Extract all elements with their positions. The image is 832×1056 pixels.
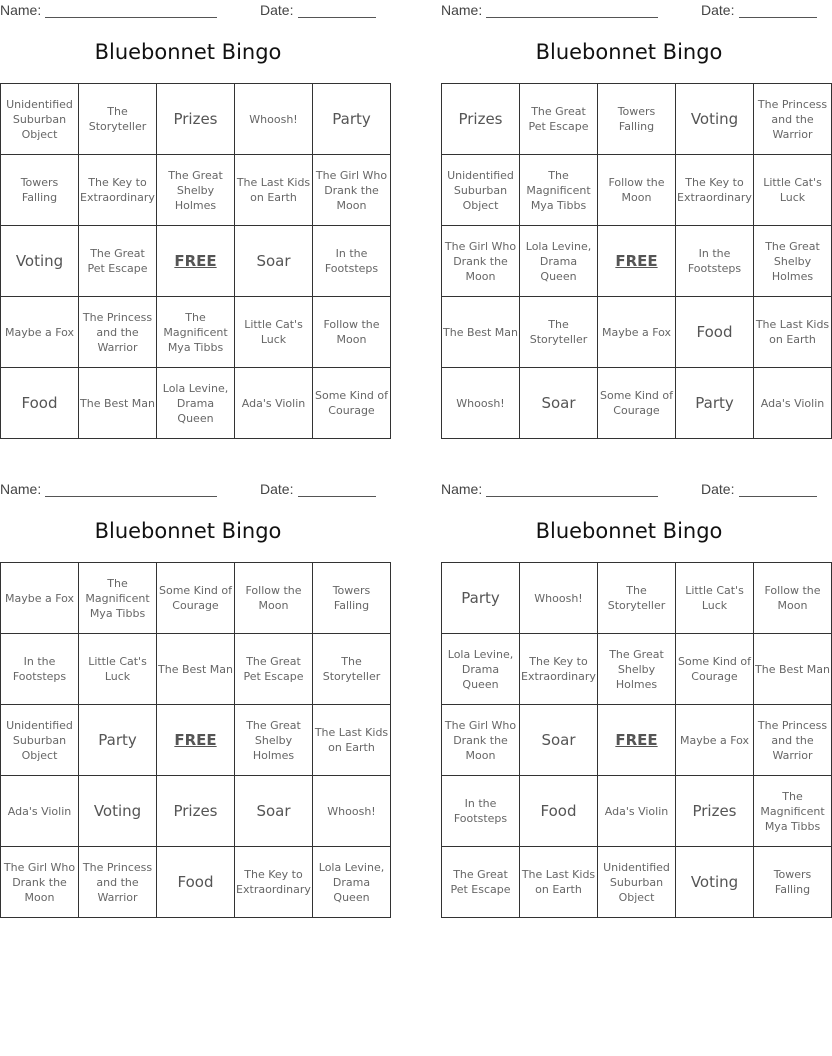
grid-row <box>442 297 832 368</box>
bingo-grid <box>0 83 391 439</box>
grid-row <box>442 847 832 918</box>
bingo-cell: Some Kind of Courage <box>676 634 754 705</box>
card-header <box>441 481 817 499</box>
bingo-cell: Maybe a Fox <box>676 705 754 776</box>
bingo-cell: Party <box>313 84 391 155</box>
name-line <box>486 17 658 18</box>
bingo-cell: Ada's Violin <box>598 776 676 847</box>
bingo-cell: Food <box>520 776 598 847</box>
name-label: Name: <box>441 481 483 497</box>
date-line <box>298 17 376 18</box>
bingo-cell: The Key to Extraordinary <box>520 634 598 705</box>
bingo-cell: The Best Man <box>79 368 157 439</box>
bingo-cell: The Last Kids on Earth <box>754 297 832 368</box>
bingo-cell: Prizes <box>442 84 520 155</box>
date-label: Date: <box>701 481 735 497</box>
bingo-cell: Towers Falling <box>598 84 676 155</box>
bingo-cell: The Storyteller <box>79 84 157 155</box>
grid-row <box>442 634 832 705</box>
bingo-cell: Lola Levine, Drama Queen <box>313 847 391 918</box>
name-line <box>45 17 217 18</box>
bingo-cell: Whoosh! <box>520 563 598 634</box>
bingo-cell: The Last Kids on Earth <box>520 847 598 918</box>
bingo-cell: Follow the Moon <box>754 563 832 634</box>
bingo-cell: Voting <box>79 776 157 847</box>
bingo-cell: Voting <box>676 84 754 155</box>
grid-row <box>1 297 391 368</box>
bingo-cell: The Great Shelby Holmes <box>157 155 235 226</box>
bingo-cell: Follow the Moon <box>235 563 313 634</box>
bingo-cell: Some Kind of Courage <box>598 368 676 439</box>
date-label: Date: <box>260 481 294 497</box>
bingo-cell: Prizes <box>676 776 754 847</box>
free-space-cell: FREE <box>598 705 676 776</box>
bingo-cell: Voting <box>676 847 754 918</box>
bingo-cell: Follow the Moon <box>313 297 391 368</box>
card-title: Bluebonnet Bingo <box>94 40 282 64</box>
bingo-cell: Food <box>157 847 235 918</box>
bingo-cell: Ada's Violin <box>235 368 313 439</box>
date-label: Date: <box>260 2 294 18</box>
bingo-cell: Follow the Moon <box>598 155 676 226</box>
grid-row <box>1 155 391 226</box>
bingo-cell: Lola Levine, Drama Queen <box>157 368 235 439</box>
bingo-cell: The Storyteller <box>313 634 391 705</box>
bingo-cell: The Girl Who Drank the Moon <box>442 226 520 297</box>
bingo-cell: The Great Shelby Holmes <box>754 226 832 297</box>
bingo-cell: Soar <box>235 226 313 297</box>
date-line <box>739 496 817 497</box>
free-space-cell: FREE <box>157 705 235 776</box>
bingo-cell: Ada's Violin <box>1 776 79 847</box>
bingo-cell: Prizes <box>157 84 235 155</box>
grid-row <box>1 84 391 155</box>
bingo-cell: The Princess and the Warrior <box>754 84 832 155</box>
bingo-cell: Some Kind of Courage <box>313 368 391 439</box>
grid-row <box>442 563 832 634</box>
bingo-cell: The Storyteller <box>598 563 676 634</box>
bingo-cell: The Best Man <box>442 297 520 368</box>
bingo-cell: The Princess and the Warrior <box>79 297 157 368</box>
bingo-cell: Lola Levine, Drama Queen <box>520 226 598 297</box>
name-label: Name: <box>441 2 483 18</box>
bingo-cell: Soar <box>235 776 313 847</box>
bingo-grid <box>0 562 391 918</box>
bingo-cell: The Princess and the Warrior <box>754 705 832 776</box>
bingo-cell: The Best Man <box>754 634 832 705</box>
bingo-cell: Towers Falling <box>1 155 79 226</box>
name-label: Name: <box>0 481 42 497</box>
grid-row <box>1 368 391 439</box>
bingo-cell: Food <box>676 297 754 368</box>
bingo-cell: Towers Falling <box>313 563 391 634</box>
bingo-cell: Food <box>1 368 79 439</box>
bingo-cell: Whoosh! <box>235 84 313 155</box>
bingo-cell: Little Cat's Luck <box>235 297 313 368</box>
bingo-cell: The Great Pet Escape <box>442 847 520 918</box>
grid-row <box>1 776 391 847</box>
grid-row <box>1 705 391 776</box>
bingo-cell: The Girl Who Drank the Moon <box>313 155 391 226</box>
grid-row <box>442 226 832 297</box>
bingo-cell: The Girl Who Drank the Moon <box>1 847 79 918</box>
bingo-cell: In the Footsteps <box>313 226 391 297</box>
bingo-cell: The Girl Who Drank the Moon <box>442 705 520 776</box>
bingo-cell: Lola Levine, Drama Queen <box>442 634 520 705</box>
bingo-cell: Party <box>79 705 157 776</box>
bingo-cell: The Storyteller <box>520 297 598 368</box>
bingo-cell: The Great Pet Escape <box>520 84 598 155</box>
grid-row <box>442 84 832 155</box>
bingo-cell: Ada's Violin <box>754 368 832 439</box>
bingo-cell: Unidentified Suburban Object <box>598 847 676 918</box>
bingo-cell: Little Cat's Luck <box>79 634 157 705</box>
grid-row <box>442 155 832 226</box>
bingo-cell: The Last Kids on Earth <box>313 705 391 776</box>
card-title: Bluebonnet Bingo <box>535 40 723 64</box>
bingo-cell: In the Footsteps <box>442 776 520 847</box>
grid-row <box>1 634 391 705</box>
date-line <box>739 17 817 18</box>
bingo-cell: Whoosh! <box>313 776 391 847</box>
bingo-cell: The Magnificent Mya Tibbs <box>157 297 235 368</box>
card-title: Bluebonnet Bingo <box>535 519 723 543</box>
name-label: Name: <box>0 2 42 18</box>
bingo-cell: Whoosh! <box>442 368 520 439</box>
grid-row <box>1 563 391 634</box>
date-line <box>298 496 376 497</box>
free-space-cell: FREE <box>598 226 676 297</box>
bingo-grid <box>441 83 832 439</box>
bingo-cell: The Key to Extraordinary <box>676 155 754 226</box>
bingo-cell: The Magnificent Mya Tibbs <box>79 563 157 634</box>
bingo-cell: Maybe a Fox <box>1 563 79 634</box>
bingo-cell: Maybe a Fox <box>1 297 79 368</box>
bingo-cell: The Princess and the Warrior <box>79 847 157 918</box>
card-title: Bluebonnet Bingo <box>94 519 282 543</box>
bingo-cell: Little Cat's Luck <box>676 563 754 634</box>
bingo-cell: Soar <box>520 368 598 439</box>
bingo-cell: Unidentified Suburban Object <box>1 705 79 776</box>
grid-row <box>1 226 391 297</box>
card-header <box>0 481 376 499</box>
bingo-grid <box>441 562 832 918</box>
bingo-cell: Prizes <box>157 776 235 847</box>
bingo-cell: Some Kind of Courage <box>157 563 235 634</box>
bingo-cell: Voting <box>1 226 79 297</box>
bingo-cell: The Magnificent Mya Tibbs <box>520 155 598 226</box>
bingo-cell: Little Cat's Luck <box>754 155 832 226</box>
bingo-cell: The Last Kids on Earth <box>235 155 313 226</box>
bingo-cell: The Great Shelby Holmes <box>598 634 676 705</box>
bingo-cell: In the Footsteps <box>1 634 79 705</box>
free-space-cell: FREE <box>157 226 235 297</box>
name-line <box>45 496 217 497</box>
bingo-cell: The Best Man <box>157 634 235 705</box>
bingo-cell: Unidentified Suburban Object <box>1 84 79 155</box>
bingo-cell: The Great Shelby Holmes <box>235 705 313 776</box>
name-line <box>486 496 658 497</box>
bingo-cell: Party <box>442 563 520 634</box>
bingo-cell: Soar <box>520 705 598 776</box>
bingo-cell: The Great Pet Escape <box>79 226 157 297</box>
grid-row <box>442 776 832 847</box>
card-header <box>441 2 817 20</box>
bingo-cell: In the Footsteps <box>676 226 754 297</box>
bingo-cell: The Magnificent Mya Tibbs <box>754 776 832 847</box>
grid-row <box>442 705 832 776</box>
card-header <box>0 2 376 20</box>
bingo-cell: The Great Pet Escape <box>235 634 313 705</box>
grid-row <box>1 847 391 918</box>
bingo-cell: Party <box>676 368 754 439</box>
bingo-cell: Towers Falling <box>754 847 832 918</box>
bingo-cell: Unidentified Suburban Object <box>442 155 520 226</box>
date-label: Date: <box>701 2 735 18</box>
bingo-cell: The Key to Extraordinary <box>79 155 157 226</box>
bingo-cell: The Key to Extraordinary <box>235 847 313 918</box>
grid-row <box>442 368 832 439</box>
bingo-cell: Maybe a Fox <box>598 297 676 368</box>
